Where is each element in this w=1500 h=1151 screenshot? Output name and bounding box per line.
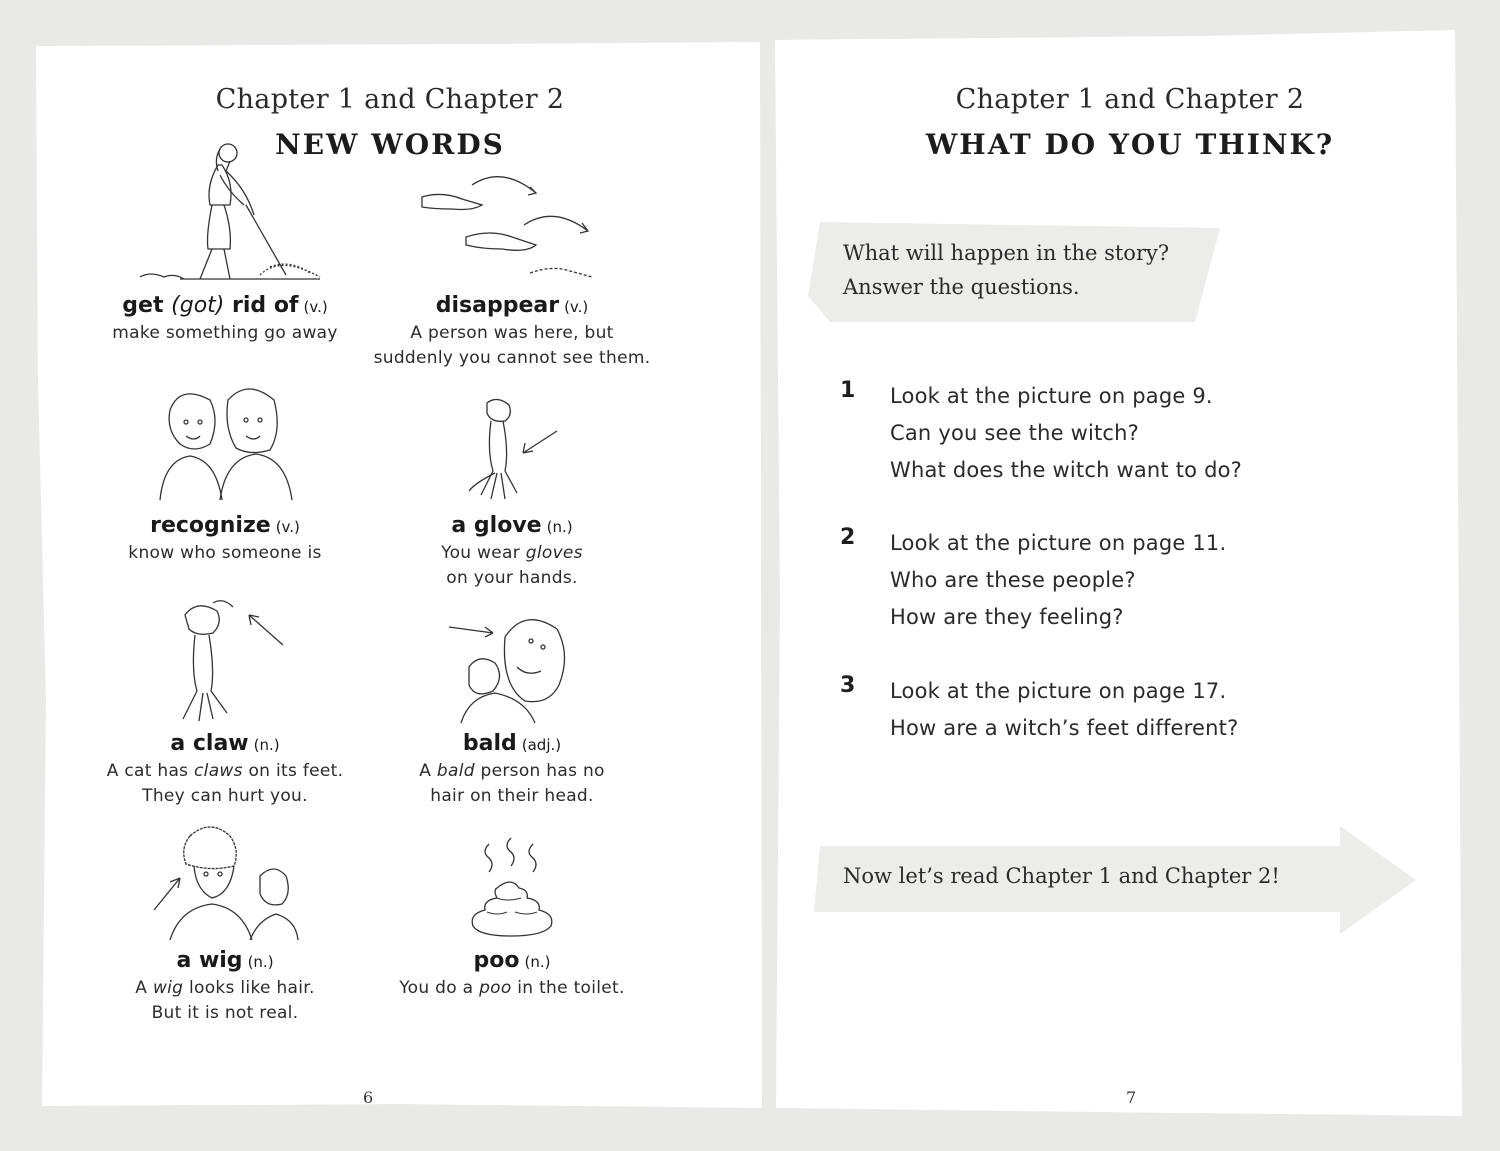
claw-icon <box>165 595 285 723</box>
page-number: 7 <box>1126 1088 1137 1107</box>
question-number: 2 <box>840 525 856 550</box>
question-item: 3 Look at the picture on page 17. How are a witch’s feet different? <box>840 673 1239 740</box>
question-number: 3 <box>840 673 856 698</box>
bald-head-icon <box>447 607 577 723</box>
vocab-item: get (got) rid of (v.) make something go away <box>75 135 375 346</box>
chapter-title: Chapter 1 and Chapter 2 <box>955 84 1305 115</box>
two-women-icon <box>150 380 300 505</box>
vocab-item: a claw (n.) A cat has claws on its feet. They can hurt you. <box>75 573 375 809</box>
question-number: 1 <box>840 378 856 403</box>
right-page <box>800 0 1460 1151</box>
vocab-item: a glove (n.) You wear gloves on your hands. <box>362 355 662 591</box>
vocab-item: poo (n.) You do a poo in the toilet. <box>362 790 662 1001</box>
left-page <box>40 0 740 1151</box>
question-item: 2 Look at the picture on page 11. Who are these people? How are they feeling? <box>840 525 1227 629</box>
vocab-item: recognize (v.) know who someone is <box>75 355 375 566</box>
read-prompt: Now let’s read Chapter 1 and Chapter 2! <box>843 864 1280 888</box>
vocab-item: bald (adj.) A bald person has no hair on their head. <box>362 573 662 809</box>
section-heading: WHAT DO YOU THINK? <box>925 128 1335 161</box>
vocab-item: disappear (v.) A person was here, but suddenly you cannot see them. <box>362 135 662 371</box>
glove-icon <box>457 393 567 505</box>
wig-icon <box>150 822 300 940</box>
intro-text: What will happen in the story? Answer the questions. <box>843 241 1170 299</box>
vanishing-hands-icon <box>412 175 612 285</box>
poo-icon <box>467 836 557 940</box>
vocab-item: a wig (n.) A wig looks like hair. But it is not real. <box>75 790 375 1026</box>
section-heading: NEW WORDS <box>275 128 505 161</box>
question-item: 1 Look at the picture on page 9. Can you see the witch? What does the witch want to do? <box>840 378 1243 482</box>
chapter-title: Chapter 1 and Chapter 2 <box>215 84 565 115</box>
page-number: 6 <box>363 1088 374 1107</box>
woman-sweeping-icon <box>120 135 330 285</box>
